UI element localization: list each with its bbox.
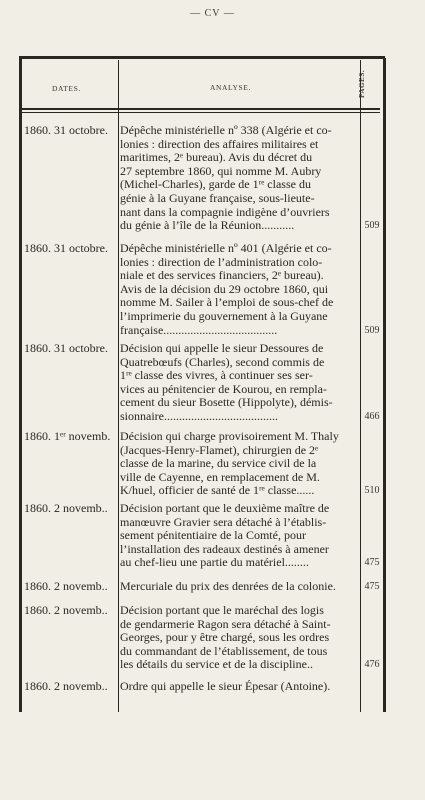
entry-analyse	[120, 580, 354, 594]
entry-text-line: (Michel-Charles), garde de 1ʳᵉ classe du	[120, 178, 311, 192]
entry-analyse	[120, 502, 354, 570]
entry-text-line: lonies : direction des affaires militaires et	[120, 137, 319, 151]
entry-date: 1860. 31 octobre.	[24, 123, 108, 137]
entry-text-line: Quatrebœufs (Charles), second commis de	[120, 355, 325, 369]
header-analyse: ANALYSE.	[210, 83, 251, 92]
entry-text-line: Décision portant que le deuxième maître de	[120, 502, 330, 515]
entry-analyse	[120, 680, 354, 694]
entry-text-line: les détails du service et de la discipline..	[120, 658, 313, 672]
entry-text-line: Georges, pour y être chargé, sous les ordres	[120, 631, 330, 645]
entry-text-line: 27 septembre 1860, qui nomme M. Aubry	[120, 164, 322, 178]
entry-text-line: vices au pénitencier de Kourou, en rempla-	[120, 382, 327, 396]
entry-page-number: 509	[364, 324, 380, 336]
entry-text-line: nomme M. Sailer à l’emploi de sous-chef de	[120, 296, 334, 310]
entry-analyse	[120, 124, 354, 233]
entry-text-line: Décision qui charge provisoirement M. Thaly	[120, 430, 339, 443]
entry-text-line: lonies : direction de l’administration colo-	[120, 255, 323, 269]
entry-text-line: (Jacques-Henry-Flamet), chirurgien de 2ᵉ	[120, 443, 319, 457]
entry-page-number: 509	[364, 220, 380, 232]
entry-text-line: maritimes, 2ᵉ bureau). Avis du décret du	[120, 151, 313, 165]
entry-date: 1860. 1ᵉʳ novemb.	[24, 429, 111, 443]
entry-text-line: sement pénitentiaire de la Comté, pour	[120, 529, 306, 543]
entry-text-line: Mercuriale du prix des denrées de la colonie.	[120, 580, 336, 593]
header-rule	[22, 108, 380, 110]
entry-date: 1860. 2 novemb..	[24, 603, 108, 617]
entry-text-line: ville de Cayenne, en remplacement de M.	[120, 470, 320, 484]
entry-analyse	[120, 604, 354, 672]
entry-date: 1860. 2 novemb..	[24, 679, 108, 693]
entry-text-line: française......................................	[120, 323, 278, 337]
entry-date: 1860. 2 novemb..	[24, 579, 108, 593]
entry-date: 1860. 31 octobre.	[24, 241, 108, 255]
table-right-border	[383, 58, 386, 712]
entry-text-line: génie à la Guyane française, sous-lieute-	[120, 191, 315, 205]
entry-text-line: sionnaire......................................	[120, 409, 278, 423]
column-divider-dates	[118, 60, 119, 712]
entry-analyse	[120, 430, 354, 498]
entry-text-line: 1ʳᵉ classe des vivres, à continuer ses ser-	[120, 369, 313, 383]
entry-analyse	[120, 342, 354, 424]
entry-text-line: du génie à l’île de la Réunion...........	[120, 219, 295, 233]
entry-text-line: de gendarmerie Ragon sera détaché à Saint-	[120, 617, 331, 631]
entry-text-line: niale et des services financiers, 2ᵉ bureau).	[120, 269, 324, 283]
entry-page-number: 475	[364, 581, 380, 592]
header-rule-secondary	[22, 112, 380, 113]
entry-text-line: Décision portant que le maréchal des logis	[120, 604, 324, 617]
header-dates: DATES.	[52, 84, 81, 93]
entry-text-line: Dépêche ministérielle nº 401 (Algérie et co-	[120, 242, 332, 255]
entry-text-line: nant dans la compagnie indigène d’ouvriers	[120, 205, 330, 219]
page-number: — CV —	[190, 8, 235, 19]
entry-date: 1860. 31 octobre.	[24, 341, 108, 355]
entry-page-number: 466	[364, 411, 380, 422]
entry-text-line: manœuvre Gravier sera détaché à l’établis-	[120, 515, 327, 529]
entry-text-line: l’installation des radeaux destinés à amener	[120, 542, 329, 556]
entry-text-line: K/huel, officier de santé de 1ʳᵉ classe......	[120, 484, 315, 498]
entry-text-line: l’imprimerie du gouvernement à la Guyane	[120, 309, 328, 323]
entry-text-line: Avis de la décision du 29 octobre 1860, qui	[120, 282, 329, 296]
entry-text-line: Décision qui appelle le sieur Dessoures de	[120, 342, 324, 355]
entry-text-line: Ordre qui appelle le sieur Épesar (Antoine).	[120, 680, 331, 693]
header-pages: PAGES.	[358, 69, 366, 99]
column-divider-pages	[360, 60, 361, 712]
entry-text-line: du commandant de l’établissement, de tous	[120, 644, 328, 658]
entry-text-line: classe de la marine, du service civil de la	[120, 457, 317, 471]
entry-analyse	[120, 242, 354, 337]
entry-date: 1860. 2 novemb..	[24, 501, 108, 515]
entry-page-number: 510	[364, 485, 380, 497]
entry-page-number: 476	[364, 659, 380, 671]
entry-text-line: Dépêche ministérielle nº 338 (Algérie et co-	[120, 124, 332, 137]
entry-text-line: au chef-lieu une partie du matériel........	[120, 556, 309, 570]
entry-page-number: 475	[364, 557, 380, 569]
entry-text-line: cement du sieur Bosette (Hippolyte), démis-	[120, 396, 333, 410]
